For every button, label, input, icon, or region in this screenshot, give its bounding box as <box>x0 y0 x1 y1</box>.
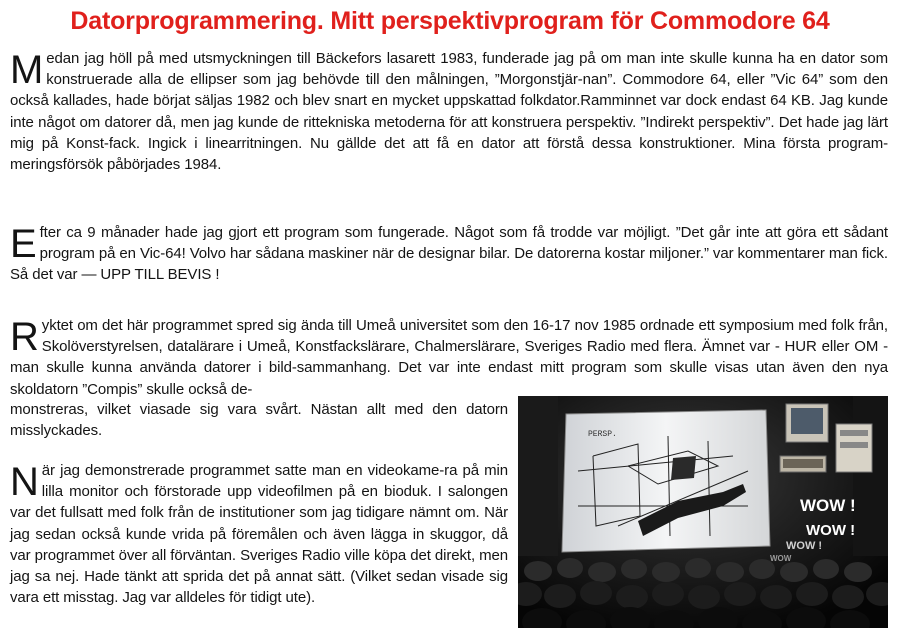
paragraph-symposium <box>10 315 888 400</box>
paragraph-symposium-continued <box>10 399 508 441</box>
paragraph-program <box>10 222 888 286</box>
paragraph-demonstration <box>10 460 508 608</box>
wow-caption: WOW ! <box>800 496 856 515</box>
page-title: Datorprogrammering. Mitt perspektivprogram för Commodore 64 <box>70 7 830 35</box>
paragraph-text: är jag demonstrerade programmet satte man en videokame-ra på min lilla monitor och förstorade upp videofilmen på en bioduk. I salongen var det fullsatt med folk från de institutioner som jag tidigare nämnt om. När jag sedan också kunde vrida på föremålen och även lägga in skuggor, då var programmet över all förväntan. Sveriges Radio ville köpa det direkt, men jag sa nej. Hade tänkt att sprida det på annat sätt. (Vilket sedan visade sig vara ett misstag. Jag var alldeles för tidigt ute). <box>10 462 508 607</box>
drop-cap: M <box>10 48 44 92</box>
wow-caption: WOW ! <box>806 522 856 539</box>
wow-caption: WOW ! <box>786 540 823 552</box>
paragraph-text: monstreras, vilket viasade sig vara svårt. Nästan allt med den datorn misslyckades. <box>10 401 508 440</box>
screen-label: PERSP. <box>588 430 617 439</box>
paragraph-text: yktet om det här programmet spred sig ända till Umeå universitet som den 16-17 nov 1985 ordnade ett symposium med folk från, Skolöverstyrelsen, datalärare i Umeå, Konstfackslärare, Chalmerslärare, Sveriges Radio med flera. Ämnet var - HUR eller OM - man skulle kunna använda datorer i bild-sammanhang. Det var inte endast mitt program som skulle visas utan även den nya skoldatorn ”Compis” skulle också de- <box>10 317 888 398</box>
paragraph-intro <box>10 48 888 175</box>
paragraph-text: edan jag höll på med utsmyckningen till Bäckefors lasarett 1983, funderade jag på om man inte skulle kunna ha en dator som konstruerade alla de ellipser som jag behövde till den målningen, ”Morgonstjär-nan”. Commodore 64, eller ”Vic 64” som den också kallades, hade börjat säljas 1982 och blev snart en mycket uppskattad folkdator.Ramminnet var dock endast 64 KB. Jag kunde inte något om datorer då, men jag kunde de rittekniska metoderna för att konstruera perspektiv. ”Indirekt perspektiv”. Det hade jag lärt mig på Konst-fack. Ingick i linearritningen. Nu gällde det att få en dator att förstå dessa konstruktioner. Mina första program-meringsförsök påbörjades 1984. <box>10 50 888 174</box>
drop-cap: R <box>10 315 39 359</box>
drop-cap: E <box>10 222 37 266</box>
cinema-photo <box>518 396 888 628</box>
drop-cap: N <box>10 460 39 504</box>
wow-caption: WOW <box>770 554 792 563</box>
paragraph-text: fter ca 9 månader hade jag gjort ett program som fungerade. Något som få trodde var möjligt. ”Det går inte att göra ett sådant program på en Vic-64! Volvo har sådana maskiner när de designar bilar. De datorerna kostar miljoner.” var kommentarer man fick. Så det var — UPP TILL BEVIS ! <box>10 224 888 284</box>
